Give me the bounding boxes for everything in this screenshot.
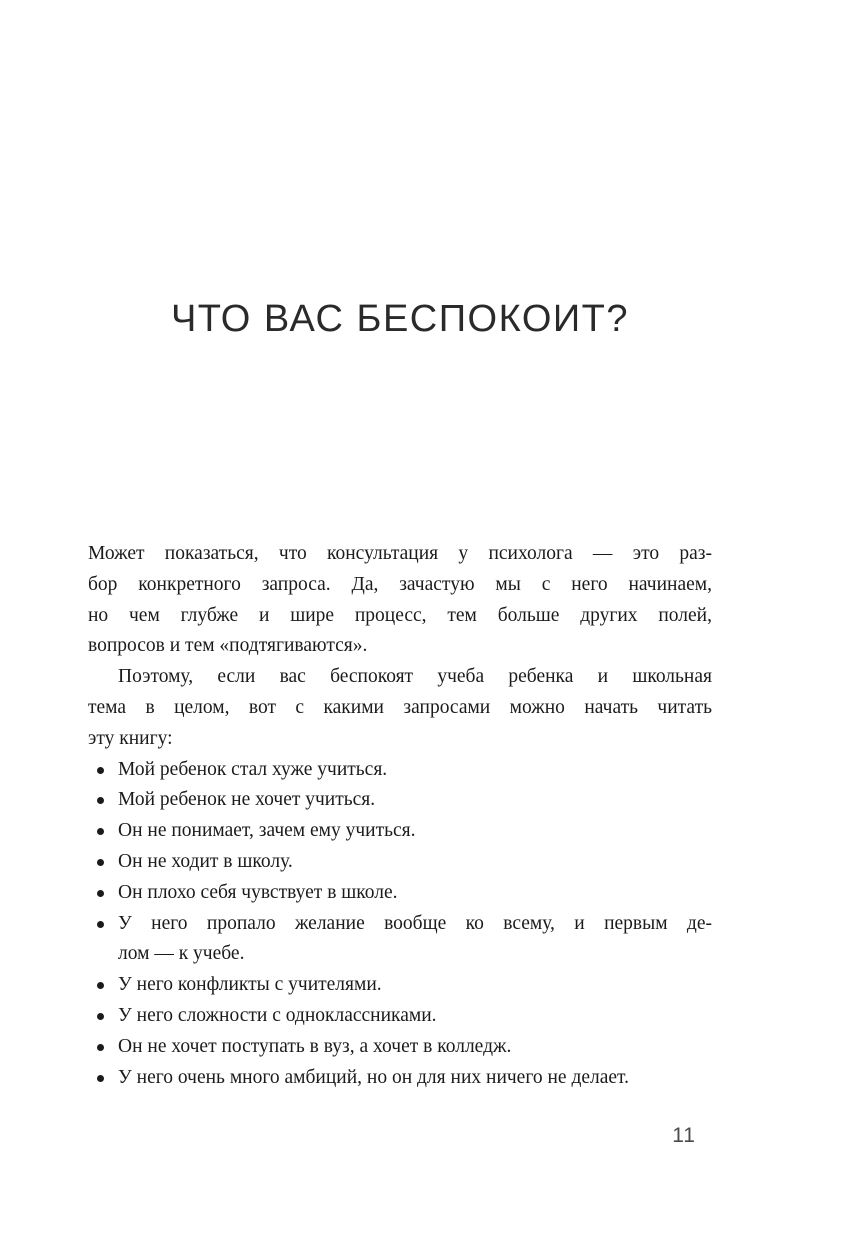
list-item xyxy=(88,970,712,1001)
list-item-text: Он не хочет поступать в вуз, а хочет в колледж. xyxy=(118,1035,512,1057)
bullet-icon xyxy=(97,890,104,897)
text-line: Поэтому, если вас беспокоят учеба ребенка и школьная xyxy=(118,666,712,688)
list-item-text: У него сложности с одноклассниками. xyxy=(118,1004,437,1026)
list-item-text: Мой ребенок стал хуже учиться. xyxy=(118,758,388,780)
bullet-icon xyxy=(97,982,104,989)
bullet-icon xyxy=(97,921,104,928)
bullet-icon xyxy=(97,1075,104,1082)
list-item xyxy=(88,816,712,847)
concerns-list xyxy=(88,755,712,1094)
list-item xyxy=(88,755,712,786)
page-number: 11 xyxy=(672,1124,696,1147)
text-line: Может показаться, что консультация у психолога — это раз- xyxy=(88,543,712,564)
text-line: бор конкретного запроса. Да, зачастую мы с него начинаем, xyxy=(88,573,712,595)
bullet-icon xyxy=(97,828,104,835)
list-item xyxy=(88,1063,712,1094)
bullet-icon xyxy=(97,767,104,774)
list-item-text: лом — к учебе. xyxy=(118,943,245,965)
text-line: но чем глубже и шире процесс, тем больше других полей, xyxy=(88,604,712,626)
body-text xyxy=(88,539,712,1093)
text-line: тема в целом, вот с какими запросами можно начать читать xyxy=(88,696,712,718)
list-item-text: У него пропало желание вообще ко всему, и первым де- xyxy=(118,912,712,934)
bullet-icon xyxy=(97,1044,104,1051)
list-item-text: У него очень много амбиций, но он для них ничего не делает. xyxy=(118,1066,629,1088)
list-item-text: Он не понимает, зачем ему учиться. xyxy=(118,820,416,842)
list-item xyxy=(88,1032,712,1063)
text-line: эту книгу: xyxy=(88,727,173,749)
list-item-text: Мой ребенок не хочет учиться. xyxy=(118,789,376,811)
list-item-text: У него конфликты с учителями. xyxy=(118,974,382,996)
list-item-text: Он не ходит в школу. xyxy=(118,850,293,872)
chapter-title: ЧТО ВАС БЕСПОКОИТ? xyxy=(170,298,630,340)
list-item-text: Он плохо себя чувствует в школе. xyxy=(118,881,398,903)
list-item xyxy=(88,847,712,878)
list-item xyxy=(88,785,712,816)
bullet-icon xyxy=(97,859,104,866)
list-item xyxy=(88,909,712,971)
bullet-icon xyxy=(97,797,104,804)
paragraph-intro xyxy=(88,539,712,662)
text-line: вопросов и тем «подтягиваются». xyxy=(88,635,368,657)
paragraph-lead-in xyxy=(88,662,712,754)
list-item xyxy=(88,1001,712,1032)
list-item xyxy=(88,878,712,909)
bullet-icon xyxy=(97,1013,104,1020)
